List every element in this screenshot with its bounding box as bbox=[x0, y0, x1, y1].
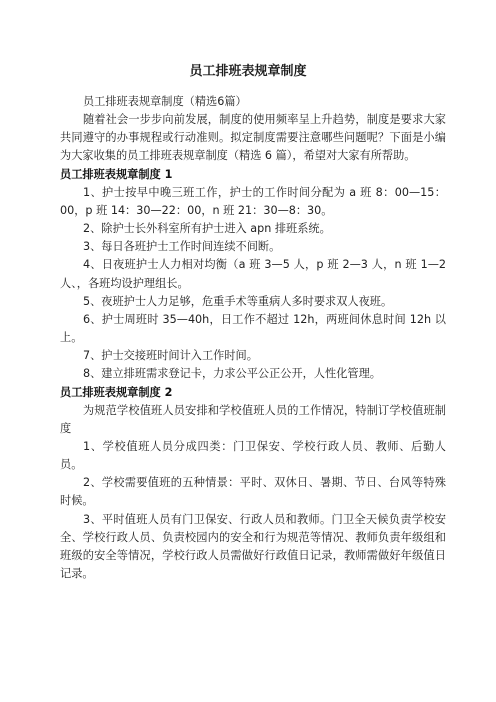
section1-item-5: 5、夜班护士人力足够，危重手术等重病人多时要求双人夜班。 bbox=[82, 294, 393, 308]
section2-intro: 为规范学校值班人员安排和学校值班人员的工作情况，特制订学校值班制度 bbox=[60, 403, 446, 435]
section2-item-1: 1、学校值班人员分成四类：门卫保安、学校行政人员、教师、后勤人员。 bbox=[60, 439, 446, 472]
intro-subtitle: 员工排班表规章制度（精选6篇） bbox=[82, 95, 247, 108]
section1-item-4: 4、日夜班护士人力相对均衡（a 班 3—5 人，p 班 2—3 人，n 班 1—2 人、，各班均设护理组长。 bbox=[60, 258, 446, 290]
section1-item-3: 3、每日各班护士工作时间连续不间断。 bbox=[82, 240, 281, 254]
section1-item-8: 8、建立排班需求登记卡，力求公平公正公开，人性化管理。 bbox=[82, 367, 381, 381]
document-title: 员工排班表规章制度 bbox=[189, 64, 307, 79]
section2-item-2: 2、学校需要值班的五种情景：平时、双休日、暑期、节日、台风等特殊时候。 bbox=[60, 476, 446, 508]
intro-paragraph: 随着社会一步步向前发展，制度的使用频率呈上升趋势，制度是要求大家共同遵守的办事规程或行动准则。拟定制度需要注意哪些问题呢？下面是小编为大家收集的员工排班表规章制度（精选 6 篇），希望对大家有所帮助。 bbox=[60, 113, 446, 163]
section1-item-2: 2、除护士长外科室所有护士进入 apn 排班系统。 bbox=[82, 222, 331, 236]
section2-item-3: 3、平时值班人员有门卫保安、行政人员和教师。门卫全天候负责学校安全、学校行政人员、负责校园内的安全和行为规范等情况、教师负责年级组和班级的安全等情况，学校行政人员需做好行政值日记录，教师需做好年级值日记录。 bbox=[60, 512, 446, 581]
document-body bbox=[60, 93, 446, 583]
section1-item-7: 7、护士交接班时间计入工作时间。 bbox=[82, 349, 258, 363]
section-heading-1: 员工排班表规章制度 1 bbox=[60, 167, 173, 181]
section-heading-2: 员工排班表规章制度 2 bbox=[60, 385, 173, 399]
section1-item-6: 6、护士周班时 35—40h，日工作不超过 12h，两班间休息时间 12h 以上。 bbox=[60, 312, 446, 345]
section1-item-1: 1、护士按早中晚三班工作，护士的工作时间分配为 a 班 8：00—15：00，p 班 14：30—22：00，n 班 21：30—8：30。 bbox=[60, 185, 446, 217]
